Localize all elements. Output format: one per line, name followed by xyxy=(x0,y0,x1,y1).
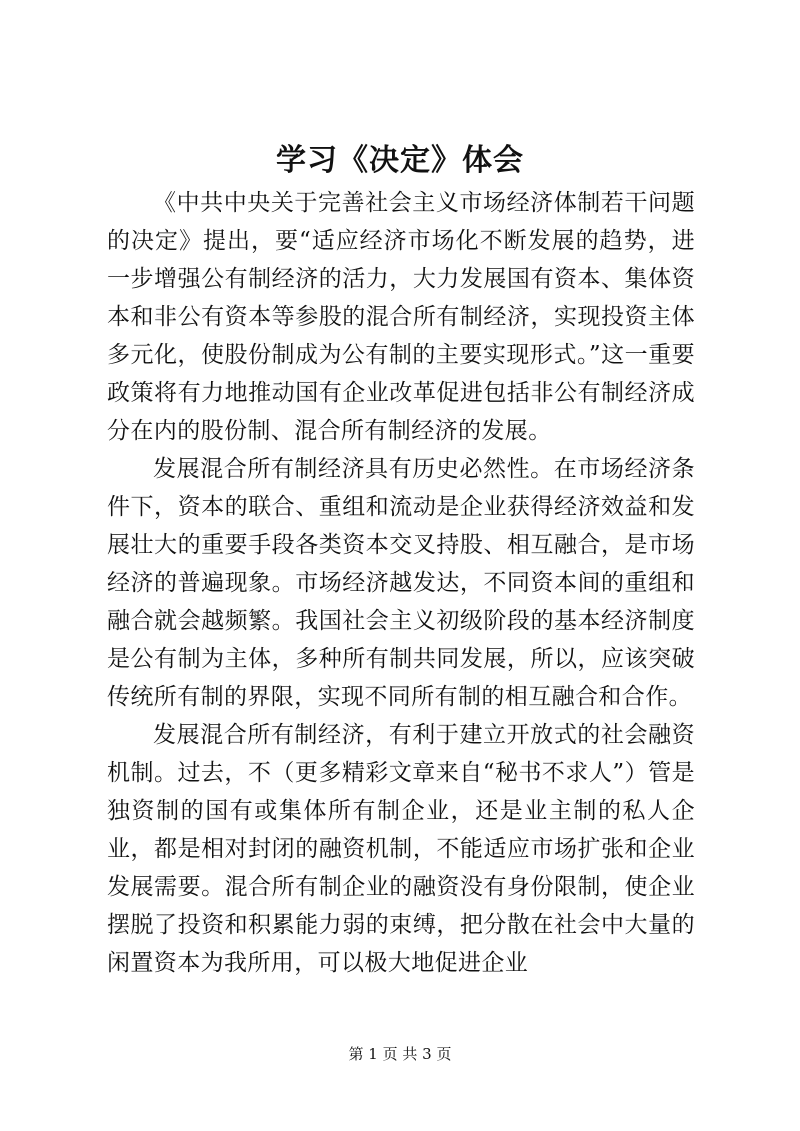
paragraph-1: 《中共中央关于完善社会主义市场经济体制若干问题的决定》提出，要“适应经济市场化不断发展的趋势，进一步增强公有制经济的活力，大力发展国有资本、集体资本和非公有资本等参股的混合所有制经济，实现投资主体多元化，使股份制成为公有制的主要实现形式。”这一重要政策将有力地推动国有企业改革促进包括非公有制经济成分在内的股份制、混合所有制经济的发展。 xyxy=(107,190,695,444)
document-title: 学习《决定》体会 xyxy=(276,143,524,178)
paragraph-2: 发展混合所有制经济具有历史必然性。在市场经济条件下，资本的联合、重组和流动是企业获得经济效益和发展壮大的重要手段各类资本交叉持股、相互融合，是市场经济的普遍现象。市场经济越发达，不同资本间的重组和融合就会越频繁。我国社会主义初级阶段的基本经济制度是公有制为主体，多种所有制共同发展，所以，应该突破传统所有制的界限，实现不同所有制的相互融合和合作。 xyxy=(107,456,695,710)
document-body xyxy=(107,184,695,982)
page-number-footer: 第 1 页 共 3 页 xyxy=(348,1045,452,1063)
paragraph-3: 发展混合所有制经济，有利于建立开放式的社会融资机制。过去，不（更多精彩文章来自“秘书不求人”）管是独资制的国有或集体所有制企业，还是业主制的私人企业，都是相对封闭的融资机制，不能适应市场扩张和企业发展需要。混合所有制企业的融资没有身份限制，使企业摆脱了投资和积累能力弱的束缚，把分散在社会中大量的闲置资本为我所用，可以极大地促进企业 xyxy=(107,722,695,976)
